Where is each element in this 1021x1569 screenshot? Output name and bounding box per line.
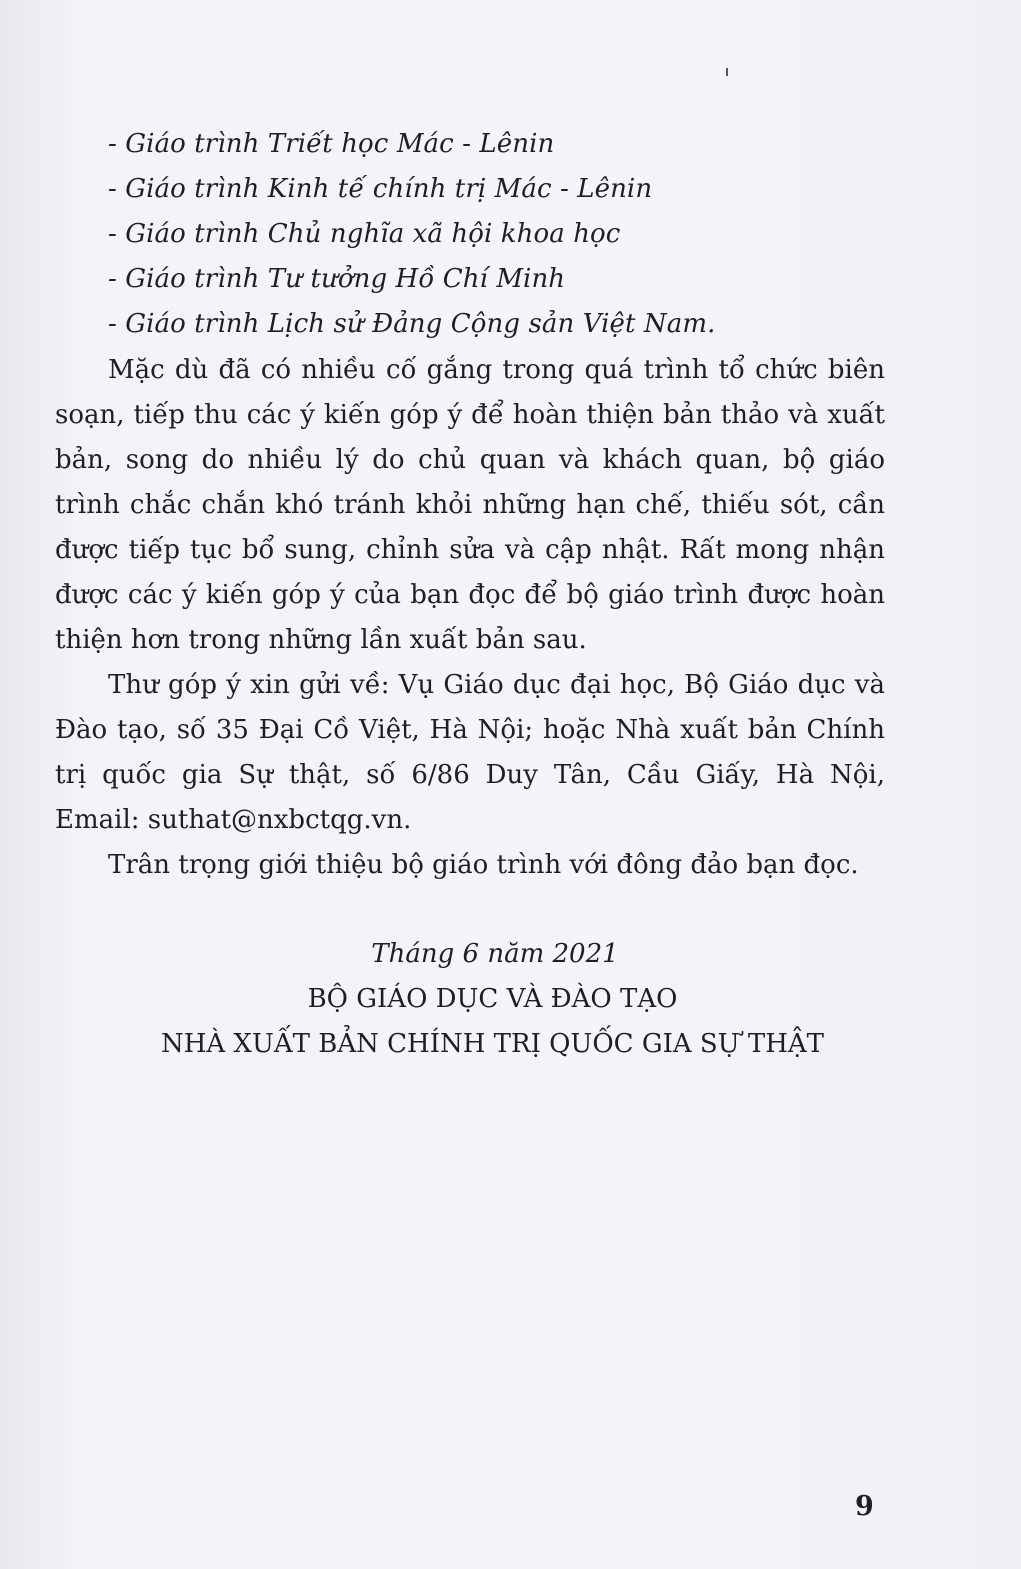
list-item: - Giáo trình Triết học Mác - Lênin [108,129,555,159]
paragraph-contact: Thư góp ý xin gửi về: Vụ Giáo dục đại học, Bộ Giáo dục và Đào tạo, số 35 Đại Cồ Việt, Hà Nội; hoặc Nhà xuất bản Chính trị quốc gia Sự thật, số 6/86 Duy Tân, Cầu Giấy, Hà Nội, Email: suthat@nxbctqg.vn. [55,670,885,835]
textbook-list [108,122,716,347]
paragraph-apology: Mặc dù đã có nhiều cố gắng trong quá trình tổ chức biên soạn, tiếp thu các ý kiến góp ý để hoàn thiện bản thảo và xuất bản, song do nhiều lý do chủ quan và khách quan, bộ giáo trình chắc chắn khó tránh khỏi những hạn chế, thiếu sót, cần được tiếp tục bổ sung, chỉnh sửa và cập nhật. Rất mong nhận được các ý kiến góp ý của bạn đọc để bộ giáo trình được hoàn thiện hơn trong những lần xuất bản sau. [55,355,885,655]
signature-date: Tháng 6 năm 2021 [371,939,619,969]
signature-ministry: BỘ GIÁO DỤC VÀ ĐÀO TẠO [307,984,678,1014]
paragraph-introduction: Trân trọng giới thiệu bộ giáo trình với đông đảo bạn đọc. [108,850,859,880]
ink-speck [726,68,728,76]
page-number: 9 [855,1491,874,1522]
signature-publisher: NHÀ XUẤT BẢN CHÍNH TRỊ QUỐC GIA SỰ THẬT [160,1029,825,1059]
list-item: - Giáo trình Chủ nghĩa xã hội khoa học [108,219,621,249]
list-item: - Giáo trình Kinh tế chính trị Mác - Lênin [108,174,653,204]
list-item: - Giáo trình Tư tưởng Hồ Chí Minh [108,264,566,294]
list-item: - Giáo trình Lịch sử Đảng Cộng sản Việt Nam. [108,309,716,339]
